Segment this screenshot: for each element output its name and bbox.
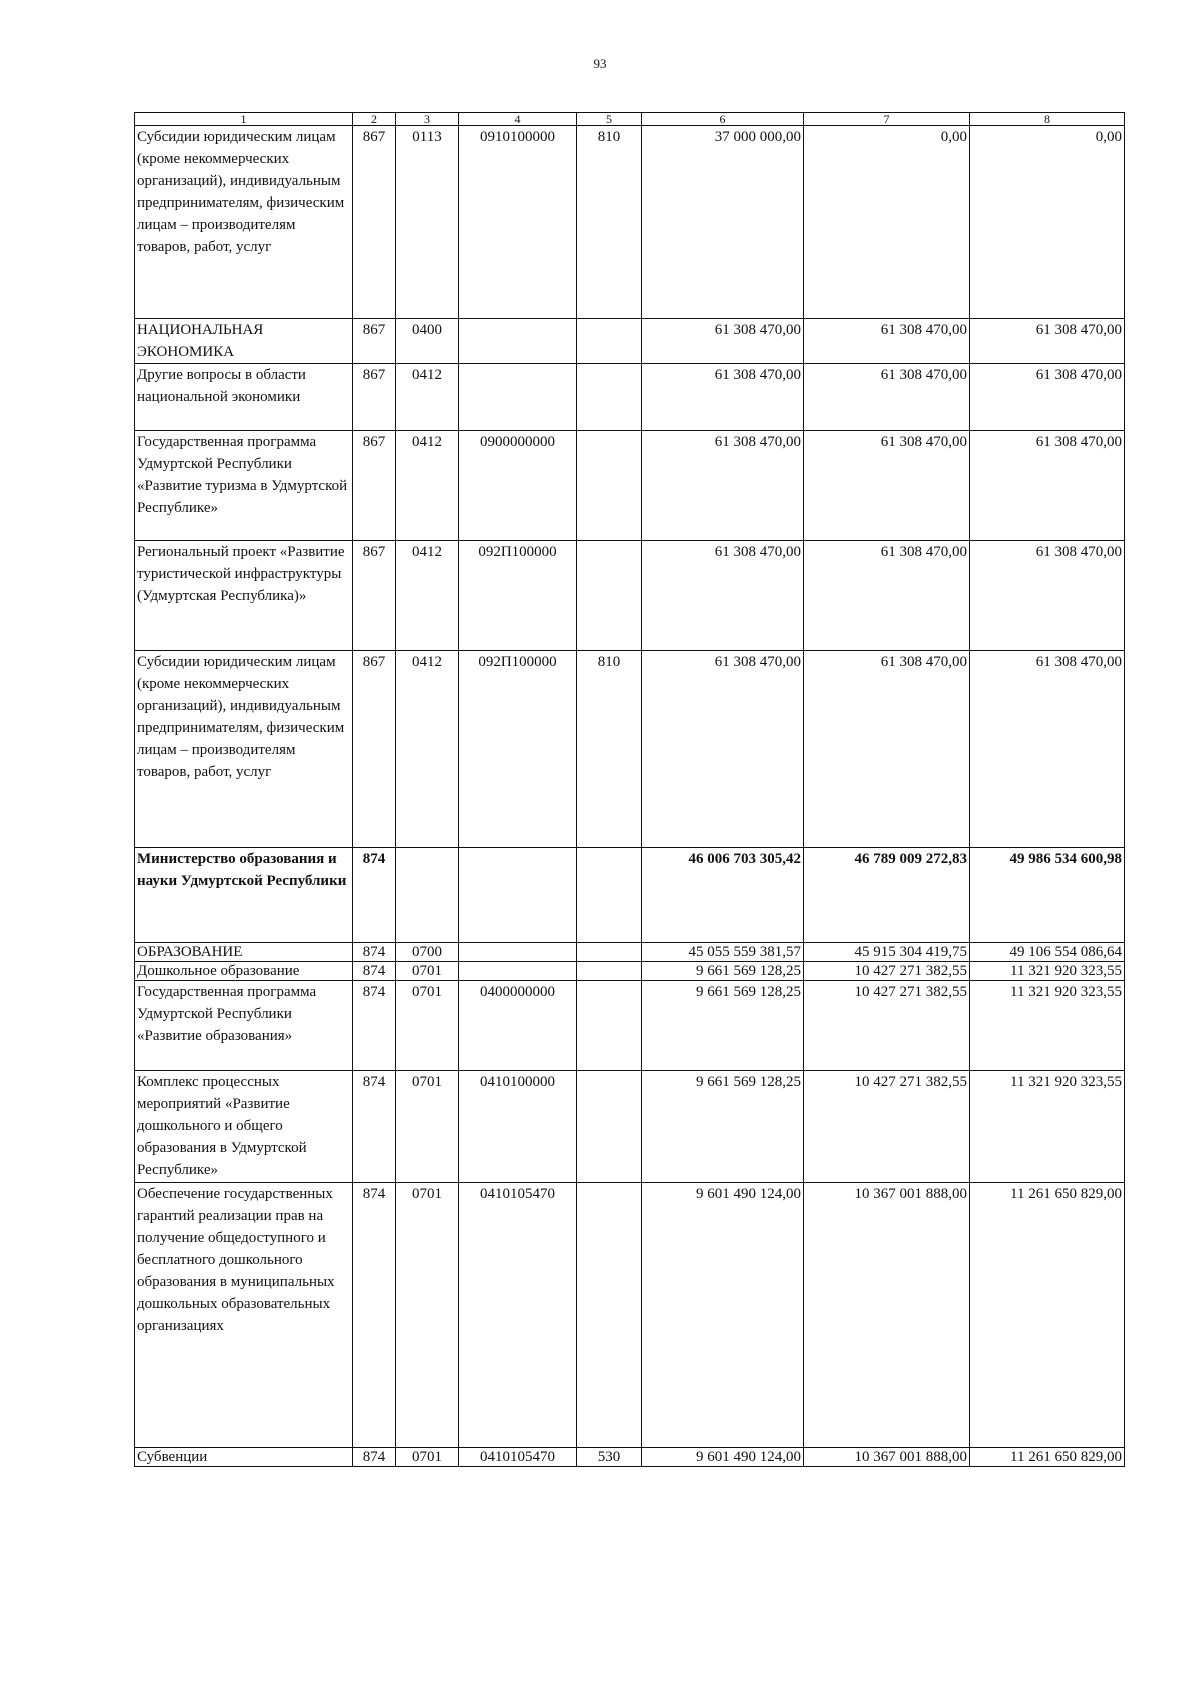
amount-year-3: 11 321 920 323,55 [970,981,1125,1071]
amount-year-1: 61 308 470,00 [642,319,804,364]
table-row [135,541,1125,651]
row-name: НАЦИОНАЛЬНАЯ ЭКОНОМИКА [135,319,353,364]
amount-year-2: 46 789 009 272,83 [804,848,970,943]
expense-type-code [577,943,642,962]
table-row [135,319,1125,364]
amount-year-1: 61 308 470,00 [642,364,804,431]
row-name: Комплекс процессных мероприятий «Развитие дошкольного и общего образования в Удмуртской Республике» [135,1071,353,1183]
table-row [135,651,1125,848]
amount-year-2: 61 308 470,00 [804,541,970,651]
section-code: 0701 [396,962,459,981]
column-header: 3 [396,113,459,126]
row-name: Субвенции [135,1448,353,1467]
amount-year-1: 9 601 490 124,00 [642,1183,804,1448]
target-code: 0910100000 [459,126,577,319]
grbs-code: 874 [353,1448,396,1467]
amount-year-2: 61 308 470,00 [804,319,970,364]
row-name: ОБРАЗОВАНИЕ [135,943,353,962]
grbs-code: 867 [353,364,396,431]
target-code: 0400000000 [459,981,577,1071]
amount-year-3: 61 308 470,00 [970,651,1125,848]
row-name: Другие вопросы в области национальной экономики [135,364,353,431]
expense-type-code: 530 [577,1448,642,1467]
row-name: Субсидии юридическим лицам (кроме некоммерческих организаций), индивидуальным предпринимателям, физическим лицам – производителям товаров, работ, услуг [135,126,353,319]
amount-year-3: 49 986 534 600,98 [970,848,1125,943]
section-code [396,848,459,943]
amount-year-3: 11 321 920 323,55 [970,962,1125,981]
amount-year-2: 10 427 271 382,55 [804,962,970,981]
grbs-code: 874 [353,962,396,981]
amount-year-2: 10 427 271 382,55 [804,1071,970,1183]
grbs-code: 874 [353,848,396,943]
budget-table [134,112,1125,1467]
table-row [135,1183,1125,1448]
section-code: 0113 [396,126,459,319]
section-code: 0700 [396,943,459,962]
column-header: 5 [577,113,642,126]
section-code: 0412 [396,431,459,541]
amount-year-3: 0,00 [970,126,1125,319]
section-code: 0412 [396,541,459,651]
amount-year-3: 61 308 470,00 [970,364,1125,431]
grbs-code: 874 [353,981,396,1071]
row-name: Субсидии юридическим лицам (кроме некоммерческих организаций), индивидуальным предпринимателям, физическим лицам – производителям товаров, работ, услуг [135,651,353,848]
amount-year-1: 46 006 703 305,42 [642,848,804,943]
target-code [459,962,577,981]
target-code: 0410105470 [459,1183,577,1448]
page-number: 93 [593,56,607,71]
grbs-code: 874 [353,943,396,962]
target-code: 0900000000 [459,431,577,541]
table-row [135,848,1125,943]
expense-type-code: 810 [577,651,642,848]
target-code: 0410100000 [459,1071,577,1183]
column-header: 1 [135,113,353,126]
amount-year-2: 61 308 470,00 [804,651,970,848]
target-code [459,848,577,943]
table-row [135,1071,1125,1183]
amount-year-1: 45 055 559 381,57 [642,943,804,962]
amount-year-1: 9 661 569 128,25 [642,981,804,1071]
expense-type-code [577,962,642,981]
section-code: 0400 [396,319,459,364]
amount-year-3: 49 106 554 086,64 [970,943,1125,962]
expense-type-code [577,981,642,1071]
table-row [135,364,1125,431]
expense-type-code [577,364,642,431]
column-number-row [135,113,1125,126]
column-header: 8 [970,113,1125,126]
expense-type-code [577,848,642,943]
amount-year-3: 61 308 470,00 [970,319,1125,364]
amount-year-2: 45 915 304 419,75 [804,943,970,962]
target-code: 0410105470 [459,1448,577,1467]
amount-year-1: 9 601 490 124,00 [642,1448,804,1467]
expense-type-code [577,431,642,541]
expense-type-code [577,1183,642,1448]
amount-year-2: 10 367 001 888,00 [804,1448,970,1467]
target-code [459,943,577,962]
amount-year-1: 37 000 000,00 [642,126,804,319]
grbs-code: 867 [353,651,396,848]
section-code: 0701 [396,981,459,1071]
amount-year-2: 10 427 271 382,55 [804,981,970,1071]
target-code [459,319,577,364]
column-header: 6 [642,113,804,126]
table-row [135,431,1125,541]
amount-year-1: 9 661 569 128,25 [642,1071,804,1183]
amount-year-3: 11 321 920 323,55 [970,1071,1125,1183]
table-row [135,126,1125,319]
expense-type-code [577,1071,642,1183]
column-header: 7 [804,113,970,126]
expense-type-code: 810 [577,126,642,319]
amount-year-1: 61 308 470,00 [642,651,804,848]
expense-type-code [577,541,642,651]
grbs-code: 867 [353,319,396,364]
grbs-code: 867 [353,541,396,651]
amount-year-2: 61 308 470,00 [804,364,970,431]
grbs-code: 867 [353,126,396,319]
row-name: Государственная программа Удмуртской Республики «Развитие туризма в Удмуртской Республике» [135,431,353,541]
row-name: Дошкольное образование [135,962,353,981]
section-code: 0701 [396,1448,459,1467]
expense-type-code [577,319,642,364]
amount-year-3: 11 261 650 829,00 [970,1183,1125,1448]
table-row [135,981,1125,1071]
amount-year-1: 61 308 470,00 [642,541,804,651]
amount-year-3: 61 308 470,00 [970,431,1125,541]
table-row [135,1448,1125,1467]
column-header: 4 [459,113,577,126]
row-name: Министерство образования и науки Удмуртской Республики [135,848,353,943]
amount-year-3: 11 261 650 829,00 [970,1448,1125,1467]
grbs-code: 874 [353,1071,396,1183]
row-name: Государственная программа Удмуртской Республики «Развитие образования» [135,981,353,1071]
section-code: 0701 [396,1183,459,1448]
grbs-code: 874 [353,1183,396,1448]
amount-year-2: 0,00 [804,126,970,319]
section-code: 0412 [396,364,459,431]
row-name: Региональный проект «Развитие туристической инфраструктуры (Удмуртская Республика)» [135,541,353,651]
column-header: 2 [353,113,396,126]
table-row [135,962,1125,981]
amount-year-1: 9 661 569 128,25 [642,962,804,981]
amount-year-2: 61 308 470,00 [804,431,970,541]
section-code: 0412 [396,651,459,848]
target-code [459,364,577,431]
amount-year-2: 10 367 001 888,00 [804,1183,970,1448]
target-code: 092П100000 [459,541,577,651]
amount-year-1: 61 308 470,00 [642,431,804,541]
target-code: 092П100000 [459,651,577,848]
section-code: 0701 [396,1071,459,1183]
row-name: Обеспечение государственных гарантий реализации прав на получение общедоступного и бесплатного дошкольного образования в муниципальных дошкольных образовательных организациях [135,1183,353,1448]
table-row [135,943,1125,962]
amount-year-3: 61 308 470,00 [970,541,1125,651]
grbs-code: 867 [353,431,396,541]
